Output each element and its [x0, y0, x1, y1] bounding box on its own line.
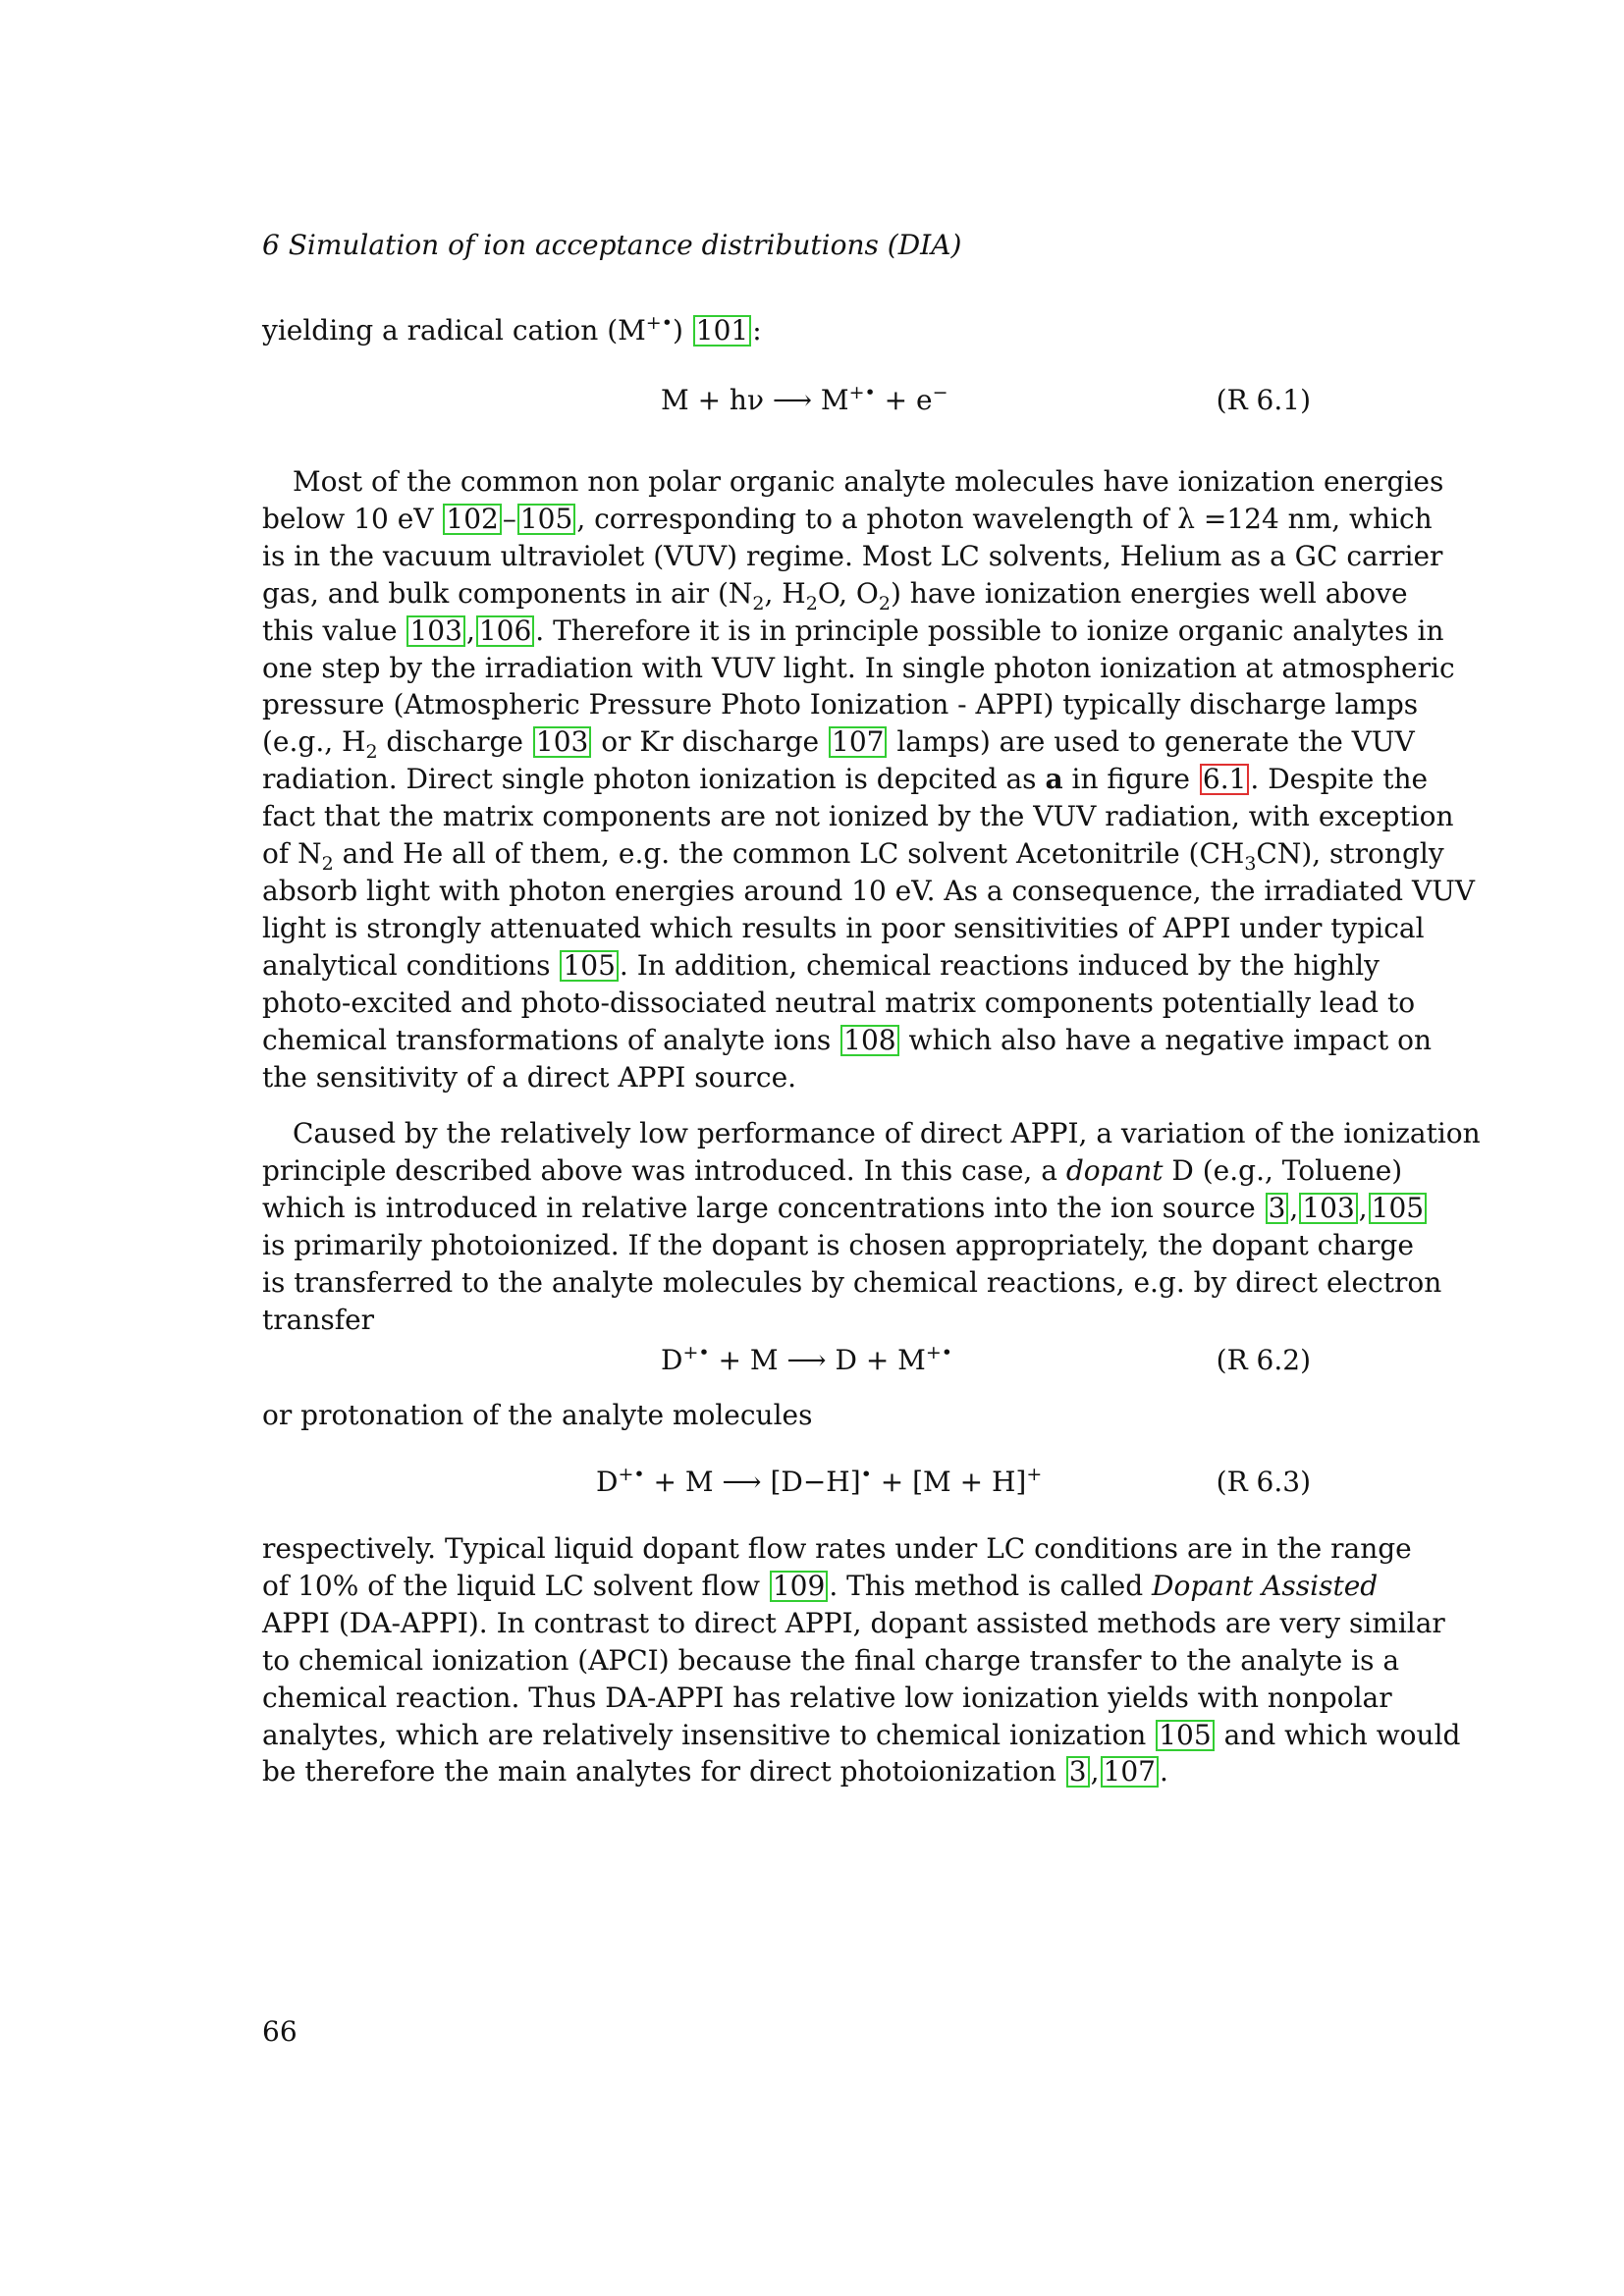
- text: :: [752, 314, 762, 347]
- superscript: +•: [925, 1342, 952, 1363]
- citation-link[interactable]: 101: [693, 315, 751, 347]
- text: .: [1159, 1755, 1168, 1789]
- text: below 10 eV: [262, 502, 443, 535]
- text-line: transfer: [262, 1303, 375, 1336]
- text-line: fact that the matrix components are not ionized by the VUV radiation, with exception: [262, 800, 1454, 833]
- text-line: chemical reaction. Thus DA-APPI has relative low ionization yields with nonpolar: [262, 1681, 1392, 1714]
- text: . This method is called: [829, 1569, 1153, 1602]
- citation-link[interactable]: 3: [1066, 1756, 1090, 1788]
- text: analytical conditions: [262, 948, 560, 982]
- paragraph-intro: [262, 312, 1311, 349]
- text: chemical transformations of analyte ions: [262, 1023, 840, 1056]
- eq-term: + e: [875, 384, 933, 416]
- equation-number: (R 6.2): [1216, 1344, 1311, 1376]
- equation-expression: [596, 1463, 1042, 1502]
- citation-link[interactable]: 102: [443, 504, 501, 535]
- citation-link[interactable]: 103: [1299, 1193, 1357, 1224]
- text-line: [262, 723, 1415, 764]
- citation-link[interactable]: 105: [1369, 1193, 1427, 1224]
- equation-expression: [661, 381, 948, 420]
- citation-link[interactable]: 105: [560, 950, 618, 982]
- text: be therefore the main analytes for direct photoionization: [262, 1755, 1065, 1789]
- superscript: •: [860, 1464, 872, 1485]
- text: discharge: [377, 725, 532, 759]
- text: , corresponding to a photon wavelength of λ =124 nm, which: [576, 502, 1433, 535]
- text: ): [672, 314, 692, 347]
- text-line: to chemical ionization (APCI) because the final charge transfer to the analyte is a: [262, 1643, 1400, 1677]
- text: . Therefore it is in principle possible to ionize organic analytes in: [535, 614, 1444, 647]
- superscript: +•: [618, 1464, 645, 1485]
- citation-link[interactable]: 106: [476, 615, 534, 647]
- text-line: [262, 613, 1444, 650]
- text-line: [262, 835, 1444, 876]
- superscript: +•: [848, 382, 876, 403]
- text: or Kr discharge: [592, 725, 829, 759]
- text-line: [262, 761, 1429, 798]
- citation-link[interactable]: 109: [770, 1571, 828, 1602]
- citation-link[interactable]: 105: [517, 504, 575, 535]
- superscript: +•: [645, 312, 673, 334]
- text: lamps) are used to generate the VUV: [888, 725, 1415, 759]
- paragraph-da-appi: [262, 1530, 1461, 1790]
- text-line: one step by the irradiation with VUV light. In single photon ionization at atmospheric: [262, 651, 1455, 684]
- citation-link[interactable]: 3: [1266, 1193, 1289, 1224]
- citation-link[interactable]: 105: [1156, 1720, 1214, 1751]
- eq-term: D: [596, 1466, 619, 1498]
- text: . In addition, chemical reactions induced by the highly: [619, 948, 1380, 982]
- text-line: is transferred to the analyte molecules by chemical reactions, e.g. by direct electron: [262, 1265, 1442, 1299]
- text-line: [262, 1190, 1425, 1227]
- subscript: 2: [365, 741, 378, 764]
- text-line: pressure (Atmospheric Pressure Photo Ionization - APPI) typically discharge lamps: [262, 688, 1419, 721]
- subscript: 2: [321, 853, 334, 876]
- text: ,: [1289, 1191, 1299, 1224]
- text: O, O: [817, 576, 879, 610]
- superscript: −: [932, 382, 948, 403]
- text-line: [262, 1717, 1461, 1754]
- text: which is introduced in relative large concentrations into the ion source: [262, 1191, 1265, 1224]
- paragraph-dopant: [262, 1115, 1481, 1338]
- figure-reference-link[interactable]: 6.1: [1200, 764, 1250, 795]
- citation-link[interactable]: 107: [1101, 1756, 1159, 1788]
- eq-term: D: [661, 1344, 683, 1376]
- eq-term: + M ⟶ [D−H]: [644, 1466, 861, 1498]
- text-line: absorb light with photon energies around 10 eV. As a consequence, the irradiated VUV: [262, 874, 1476, 907]
- text: which also have a negative impact on: [899, 1023, 1432, 1056]
- bold-text: a: [1045, 763, 1063, 796]
- text: in figure: [1062, 763, 1199, 796]
- text: principle described above was introduced. In this case, a: [262, 1153, 1066, 1187]
- subscript: 2: [805, 592, 818, 614]
- equation-r6-2: [262, 1341, 1311, 1380]
- text-line: light is strongly attenuated which results in poor sensitivities of APPI under typical: [262, 911, 1425, 944]
- text-line: APPI (DA-APPI). In contrast to direct APPI, dopant assisted methods are very similar: [262, 1606, 1445, 1639]
- text: ,: [465, 614, 475, 647]
- eq-term: + M ⟶ D + M: [709, 1344, 926, 1376]
- text: ,: [1090, 1755, 1100, 1789]
- text: , H: [764, 576, 806, 610]
- text: D (e.g., Toluene): [1163, 1153, 1403, 1187]
- running-head: 6 Simulation of ion acceptance distributions (DIA): [262, 229, 962, 261]
- text-line: photo-excited and photo-dissociated neutral matrix components potentially lead to: [262, 986, 1416, 1019]
- text-line: or protonation of the analyte molecules: [262, 1399, 813, 1431]
- text-line: [262, 947, 1380, 985]
- paragraph-protonation: [262, 1397, 1311, 1434]
- subscript: 2: [878, 592, 891, 614]
- text-line: Most of the common non polar organic analyte molecules have ionization energies: [293, 465, 1444, 498]
- italic-text: Dopant Assisted: [1152, 1569, 1379, 1602]
- equation-number: (R 6.3): [1216, 1466, 1311, 1498]
- text: gas, and bulk components in air (N: [262, 576, 753, 610]
- superscript: +•: [682, 1342, 710, 1363]
- equation-number: (R 6.1): [1216, 384, 1311, 416]
- text-line: is in the vacuum ultraviolet (VUV) regime. Most LC solvents, Helium as a GC carrier: [262, 539, 1443, 572]
- text: –: [502, 502, 516, 535]
- text-line: [262, 1022, 1432, 1059]
- text: of N: [262, 837, 322, 871]
- paragraph-appi: [262, 463, 1476, 1095]
- text-line: respectively. Typical liquid dopant flow rates under LC conditions are in the range: [262, 1532, 1412, 1565]
- subscript: 3: [1244, 853, 1257, 876]
- equation-r6-1: [262, 381, 1311, 420]
- text: . Despite the: [1250, 763, 1429, 796]
- text: (e.g., H: [262, 725, 366, 759]
- text: CN), strongly: [1256, 837, 1444, 871]
- eq-term: + [M + H]: [871, 1466, 1027, 1498]
- text-line: [262, 501, 1433, 538]
- text: and He all of them, e.g. the common LC solvent Acetonitrile (CH: [333, 837, 1245, 871]
- text: analytes, which are relatively insensitive to chemical ionization: [262, 1718, 1156, 1751]
- text-line: is primarily photoionized. If the dopant is chosen appropriately, the dopant charge: [262, 1228, 1414, 1261]
- text: this value: [262, 614, 406, 647]
- citation-link[interactable]: 107: [829, 726, 887, 758]
- text: radiation. Direct single photon ionization is depcited as: [262, 763, 1046, 796]
- text: of 10% of the liquid LC solvent flow: [262, 1569, 769, 1602]
- eq-term: M + hν ⟶ M: [661, 384, 849, 416]
- text-line: Caused by the relatively low performance of direct APPI, a variation of the ionization: [293, 1117, 1481, 1149]
- text: ,: [1358, 1191, 1368, 1224]
- text-line: the sensitivity of a direct APPI source.: [262, 1060, 797, 1094]
- equation-r6-3: [262, 1463, 1311, 1502]
- equation-expression: [661, 1341, 952, 1380]
- text: yielding a radical cation (M: [262, 314, 646, 347]
- text-line: [262, 1152, 1403, 1190]
- citation-link[interactable]: 103: [533, 726, 591, 758]
- text: ) have ionization energies well above: [890, 576, 1408, 610]
- citation-link[interactable]: 108: [840, 1025, 898, 1056]
- citation-link[interactable]: 103: [406, 615, 464, 647]
- text-line: [262, 575, 1408, 614]
- superscript: +: [1026, 1464, 1043, 1485]
- text-line: [262, 1753, 1311, 1790]
- text-line: [262, 1568, 1379, 1605]
- text: and which would: [1215, 1718, 1461, 1751]
- subscript: 2: [752, 592, 765, 614]
- page-number: 66: [262, 2015, 298, 2048]
- italic-text: dopant: [1065, 1153, 1164, 1187]
